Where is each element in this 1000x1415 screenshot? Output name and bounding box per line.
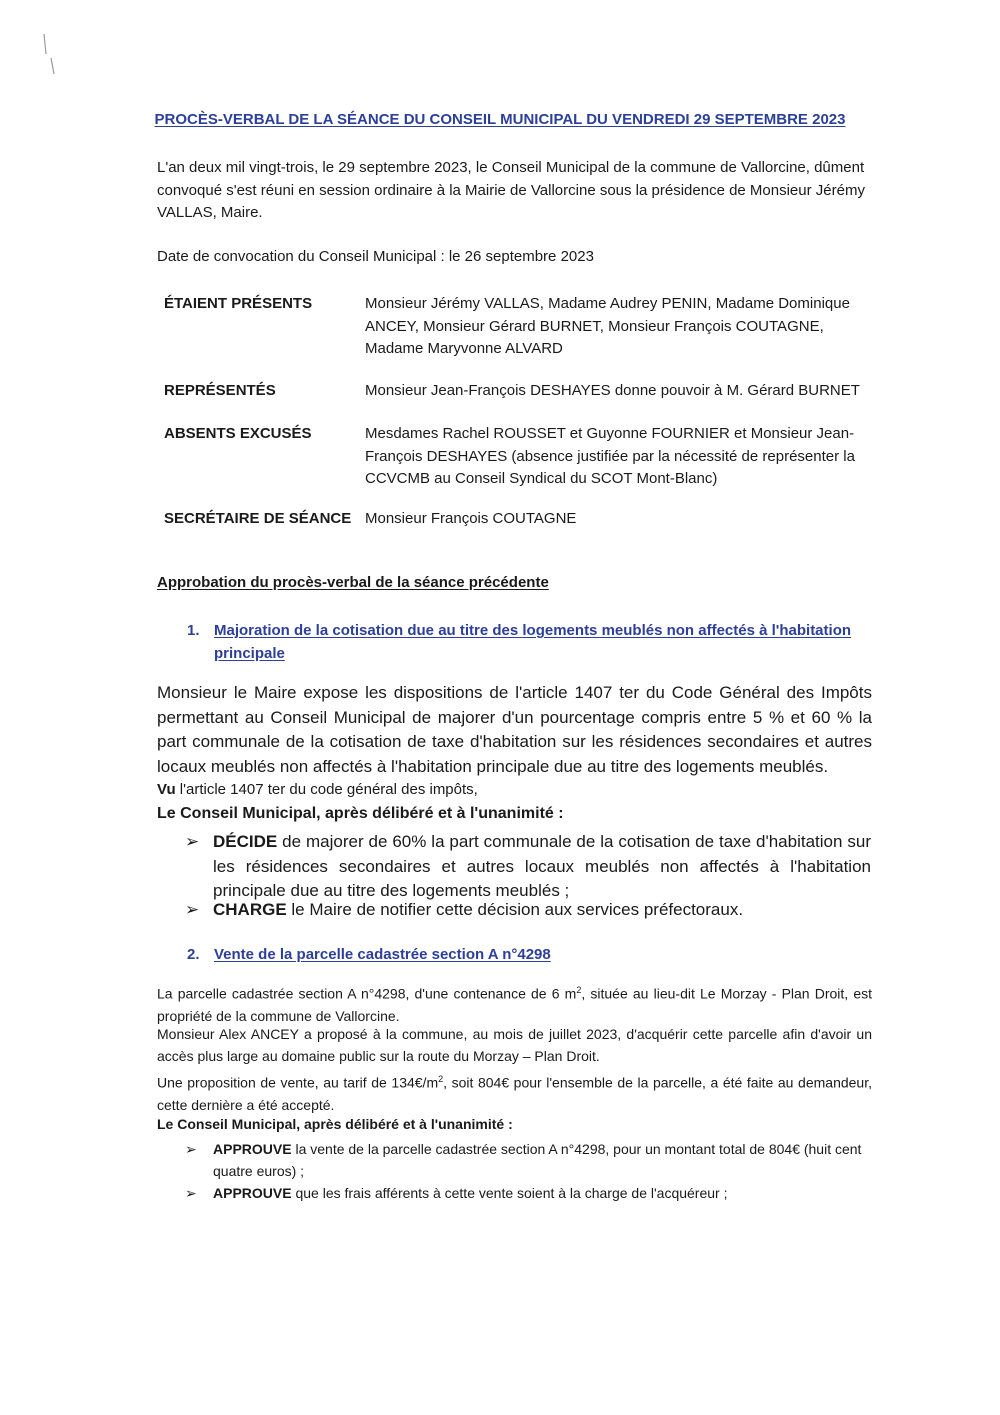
representes-label: REPRÉSENTÉS (164, 382, 276, 399)
secretaire-label: SECRÉTAIRE DE SÉANCE (164, 510, 352, 527)
vu-bold: Vu (157, 781, 176, 798)
section-2-number: 2. (187, 946, 200, 963)
bullet-2-verb: CHARGE (213, 900, 287, 919)
vu-rest: l'article 1407 ter du code général des impôts, (175, 781, 478, 798)
absents-value: Mesdames Rachel ROUSSET et Guyonne FOURNIER et Monsieur Jean-François DESHAYES (absence justifiée par la nécessité de représenter la CCVCMB au Conseil Syndical du SCOT Mont-Blanc) (365, 425, 855, 487)
absents-label: ABSENTS EXCUSÉS (164, 425, 312, 442)
section-1-number: 1. (187, 622, 200, 639)
section-2-paragraph-1: La parcelle cadastrée section A n°4298, d'une contenance de 6 $m^2$, située au lieu-dit Le Morzay - Plan Droit, est propriété de la commune de Vallorcine. (157, 985, 873, 1024)
convocation-date: Date de convocation du Conseil Municipal : le 26 septembre 2023 (157, 248, 594, 265)
section-1-title: Majoration de la cotisation due au titre des logements meublés non affectés à l'habitation principale (214, 622, 852, 662)
secretaire-value: Monsieur François COUTAGNE (365, 510, 577, 527)
presents-value: Monsieur Jérémy VALLAS, Madame Audrey PENIN, Madame Dominique ANCEY, Monsieur Gérard BURNET, Monsieur François COUTAGNE, Madame Maryvonne ALVARD (365, 295, 850, 357)
arrow-bullet-icon: ➢ (185, 900, 200, 919)
s2-bullet-2-text: que les frais afférents à cette vente soient à la charge de l'acquéreur ; (291, 1185, 728, 1201)
arrow-bullet-icon: ➢ (185, 1141, 197, 1157)
bullet-2-text: le Maire de notifier cette décision aux services préfectoraux. (286, 900, 744, 919)
section-2-paragraph-3: Une proposition de vente, au tarif de $134€/m^2$, soit 804€ pour l'ensemble de la parcelle, a été faite au demandeur, cette dernière a été accepté. (157, 1074, 872, 1113)
arrow-bullet-icon: ➢ (185, 1185, 197, 1201)
section-2-paragraph-2: Monsieur Alex ANCEY a proposé à la commune, au mois de juillet 2023, d'acquérir cette parcelle afin d'avoir un accès plus large au domaine public sur la route du Morzay – Plan Droit. (157, 1026, 872, 1064)
section-1-vu (157, 779, 872, 801)
section-1-body: Monsieur le Maire expose les dispositions de l'article 1407 ter du Code Général des Impôts permettant au Conseil Municipal de majorer d'un pourcentage compris entre 5 % et 60 % la part communale de la cotisation de taxe d'habitation sur les résidences secondaires et autres locaux meublés non affectés à l'habitation principale due au titre des logements meublés. (157, 683, 872, 776)
approbation-heading: Approbation du procès-verbal de la séance précédente (157, 574, 549, 591)
s2-bullet-2-verb: APPROUVE (213, 1185, 292, 1201)
scan-mark (42, 32, 56, 76)
presents-label: ÉTAIENT PRÉSENTS (164, 295, 313, 312)
section-2-conseil: Le Conseil Municipal, après délibéré et à l'unanimité : (157, 1116, 513, 1132)
s2-bullet-1-text: la vente de la parcelle cadastrée section A n°4298, pour un montant total de 804€ (huit cent quatre euros) ; (213, 1141, 862, 1179)
s2-bullet-1-verb: APPROUVE (213, 1141, 292, 1157)
arrow-bullet-icon: ➢ (185, 832, 200, 851)
representes-value: Monsieur Jean-François DESHAYES donne pouvoir à M. Gérard BURNET (365, 382, 860, 399)
bullet-1-text: de majorer de 60% la part communale de la cotisation de taxe d'habitation sur les résidences secondaires et autres locaux meublés non affectés à l'habitation principale due au titre des logements meublés ; (213, 832, 871, 900)
bullet-1-verb: DÉCIDE (213, 832, 278, 851)
section-2-title: Vente de la parcelle cadastrée section A n°4298 (214, 946, 551, 963)
section-1-conseil: Le Conseil Municipal, après délibéré et à l'unanimité : (157, 805, 564, 822)
page-title: PROCÈS-VERBAL DE LA SÉANCE DU CONSEIL MUNICIPAL DU VENDREDI 29 SEPTEMBRE 2023 (154, 111, 846, 128)
intro-paragraph: L'an deux mil vingt-trois, le 29 septembre 2023, le Conseil Municipal de la commune de Vallorcine, dûment convoqué s'est réuni en session ordinaire à la Mairie de Vallorcine sous la présidence de Monsieur Jérémy VALLAS, Maire. (157, 159, 865, 221)
